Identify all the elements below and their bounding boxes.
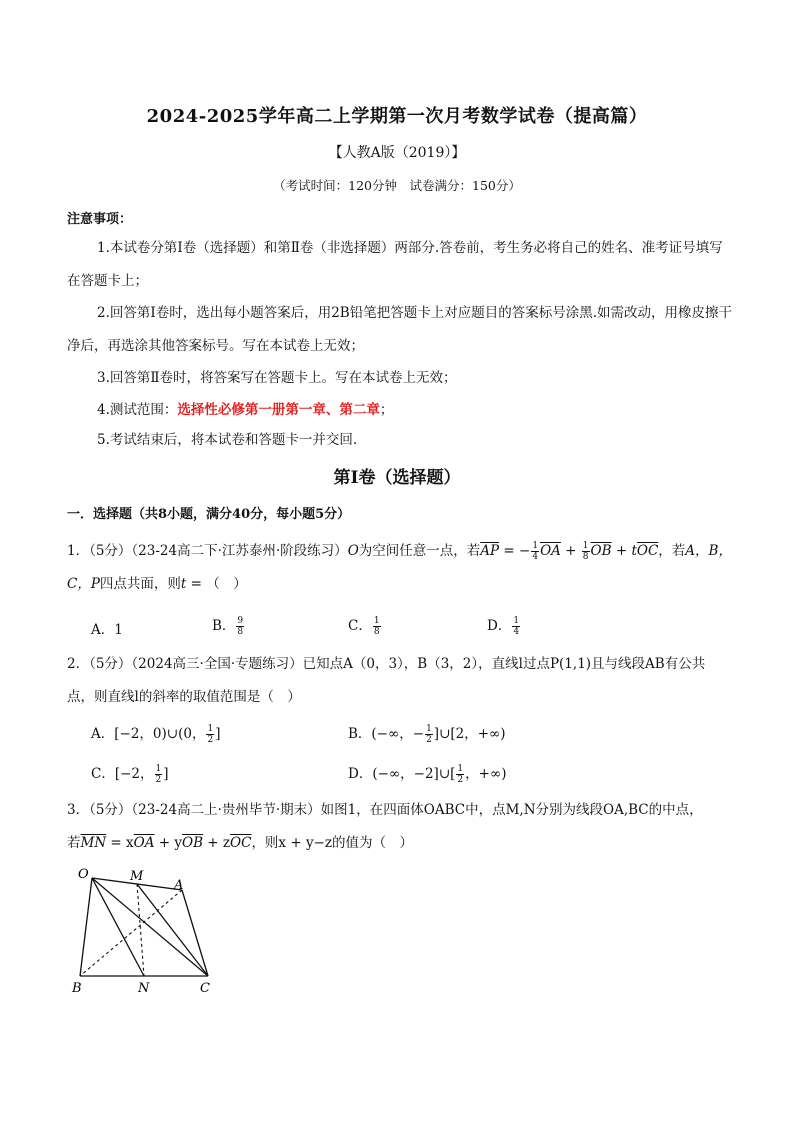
plus-sign: +	[611, 543, 632, 559]
edition-label: 【人教A版（2019）】	[328, 145, 466, 161]
notice-item-5	[67, 424, 757, 457]
vector-mn: $\overline{MN}$	[80, 835, 107, 851]
option-text: C．[−2，	[91, 766, 154, 782]
label-a: A	[174, 878, 184, 893]
label-o: O	[78, 867, 89, 882]
option-text: ]	[215, 726, 221, 742]
question-1-line-2	[67, 568, 757, 601]
vector-oa: $\overline{OA}$	[540, 543, 561, 559]
option-fraction	[373, 616, 381, 637]
vector-oc: $\overline{OC}$	[636, 543, 659, 559]
question-1-text: ，若	[658, 543, 686, 559]
question-1	[67, 535, 757, 601]
question-1-text: 四点共面，则	[99, 576, 181, 592]
label-b: B	[72, 981, 82, 996]
option-fraction	[236, 616, 244, 637]
question-3-text: = x	[106, 835, 134, 851]
notice-item-4-prefix: 4.测试范围：	[97, 402, 178, 418]
question-3-text: 若	[67, 835, 81, 851]
points-a-b: A，B，	[685, 543, 732, 559]
notice-item-1-line-2: 在答题卡上；	[67, 273, 148, 289]
option-fraction	[512, 616, 520, 637]
q2-option-b[interactable]	[348, 722, 506, 745]
notice-item-5-text: 5.考试结束后，将本试卷和答题卡一并交回.	[97, 432, 358, 448]
plus-sign: +	[560, 543, 581, 559]
option-text: A．[−2，0)∪(0，	[91, 726, 206, 742]
section-title: 第Ⅰ卷（选择题）	[333, 468, 461, 488]
option-text: ，+∞)	[465, 766, 507, 782]
notice-item-2-line-1: 2.回答第Ⅰ卷时，选出每小题答案后，用2B铅笔把答题卡上对应题目的答案标号涂黑.如需改动，用橡皮擦干	[97, 305, 733, 321]
fraction-numerator: 1	[207, 724, 214, 734]
option-label: D．	[487, 618, 512, 634]
vector-ob: $\overline{OB}$	[590, 543, 612, 559]
fraction-numerator: 1	[426, 724, 432, 734]
fraction-numerator: 1	[582, 541, 589, 551]
fraction-numerator: 1	[513, 616, 520, 626]
edge-ab-hidden	[80, 890, 182, 976]
edge-oc	[92, 878, 208, 976]
fraction-numerator: 9	[237, 616, 244, 626]
q2-option-a[interactable]	[91, 722, 220, 745]
points-c-p: C，P	[67, 576, 100, 592]
question-3	[67, 794, 757, 860]
part-title: 一．选择题（共8小题，满分40分，每小题5分）	[67, 507, 351, 522]
question-3-text: + y	[154, 835, 183, 851]
vector-ap: $\overline{AP}$	[480, 543, 500, 559]
notice-heading: 注意事项：	[67, 212, 133, 227]
option-text: ]	[163, 766, 169, 782]
vector-oc: $\overline{OC}$	[230, 835, 252, 851]
question-2-line-2: 点，则直线l的斜率的取值范围是（ ）	[67, 689, 301, 705]
option-fraction	[206, 724, 214, 745]
question-3-line-2	[67, 827, 757, 860]
notice-item-1-line-1: 1.本试卷分第Ⅰ卷（选择题）和第Ⅱ卷（非选择题）两部分.答卷前，考生务必将自己的姓名、准考证号填写	[97, 240, 723, 256]
exam-title: 2024-2025学年高二上学期第一次月考数学试卷（提高篇）	[146, 106, 648, 127]
fraction-denominator: 4	[532, 552, 539, 562]
notice-item-2-line-2: 净后，再选涂其他答案标号。写在本试卷上无效；	[67, 338, 364, 354]
label-m: M	[130, 869, 144, 884]
vector-oa: $\overline{OA}$	[133, 835, 155, 851]
edge-ac	[182, 890, 208, 976]
edge-ob	[80, 878, 92, 976]
fraction-numerator: 1	[457, 764, 464, 774]
option-text: D．(−∞，−2]∪[	[348, 766, 456, 782]
equals-sign: = −	[499, 543, 531, 559]
question-1-blank: = （ ）	[186, 576, 247, 592]
option-text: ]∪[2，+∞)	[433, 726, 506, 742]
notice-item-1	[67, 232, 757, 298]
fraction-one-eighth	[582, 541, 590, 562]
test-range: 选择性必修第一册第一章、第二章	[177, 402, 380, 418]
fraction-denominator: 2	[426, 735, 432, 745]
notice-item-3-text: 3.回答第Ⅱ卷时，将答案写在答题卡上。写在本试卷上无效；	[97, 370, 457, 386]
question-2	[67, 648, 757, 714]
fraction-denominator: 4	[513, 627, 520, 637]
tetrahedron-figure	[68, 860, 228, 1000]
notice-item-4	[67, 394, 757, 427]
option-fraction	[155, 764, 163, 785]
question-3-line-1: 3．（5分）（23-24高二上·贵州毕节·期末）如图1，在四面体OABC中，点M,N分别为线段OA,BC的中点，	[67, 802, 703, 818]
option-fraction	[425, 724, 433, 745]
notice-item-2	[67, 297, 757, 363]
segment-on	[92, 878, 144, 976]
variable-t: t	[631, 543, 637, 559]
vector-ob: $\overline{OB}$	[182, 835, 204, 851]
question-2-line-1: 2．（5分）（2024高三·全国·专题练习）已知点A（0，3），B（3，2），直线l过点P(1,1)且与线段AB有公共	[67, 656, 706, 672]
label-c: C	[200, 981, 210, 996]
question-1-line-1	[67, 535, 757, 568]
fraction-denominator: 8	[237, 627, 244, 637]
point-o: O	[347, 543, 359, 559]
question-3-text: + z	[203, 835, 231, 851]
fraction-one-quarter	[531, 541, 539, 562]
fraction-numerator: 1	[155, 764, 162, 774]
label-n: N	[138, 981, 150, 996]
fraction-denominator: 8	[373, 627, 380, 637]
question-1-prefix: 1．（5分）（23-24高二下·江苏泰州·阶段练习）	[67, 543, 348, 559]
option-text: B．(−∞，−	[348, 726, 425, 742]
q1-option-b[interactable]	[212, 614, 245, 637]
variable-t: t	[180, 576, 187, 592]
q2-option-c[interactable]	[91, 762, 169, 785]
notice-item-3	[67, 362, 757, 395]
q2-option-d[interactable]	[348, 762, 506, 785]
notice-item-4-text	[67, 394, 757, 427]
fraction-numerator: 1	[532, 541, 539, 551]
option-fraction	[456, 764, 464, 785]
fraction-numerator: 1	[373, 616, 380, 626]
q1-option-a[interactable]: A．1	[91, 622, 123, 638]
q1-option-c[interactable]	[348, 614, 382, 637]
fraction-denominator: 2	[457, 775, 464, 785]
option-label: B．	[212, 618, 236, 634]
notice-item-4-suffix: ；	[379, 402, 394, 418]
fraction-denominator: 8	[582, 552, 589, 562]
exam-info: （考试时间：120分钟 试卷满分：150分）	[273, 178, 521, 193]
fraction-denominator: 2	[155, 775, 162, 785]
question-3-text: ，则x + y−z的值为（ ）	[251, 835, 413, 851]
option-label: C．	[348, 618, 372, 634]
q1-option-d[interactable]	[487, 614, 521, 637]
question-1-text: 为空间任意一点，若	[358, 543, 481, 559]
segment-mn-hidden	[137, 884, 144, 976]
fraction-denominator: 2	[207, 735, 214, 745]
